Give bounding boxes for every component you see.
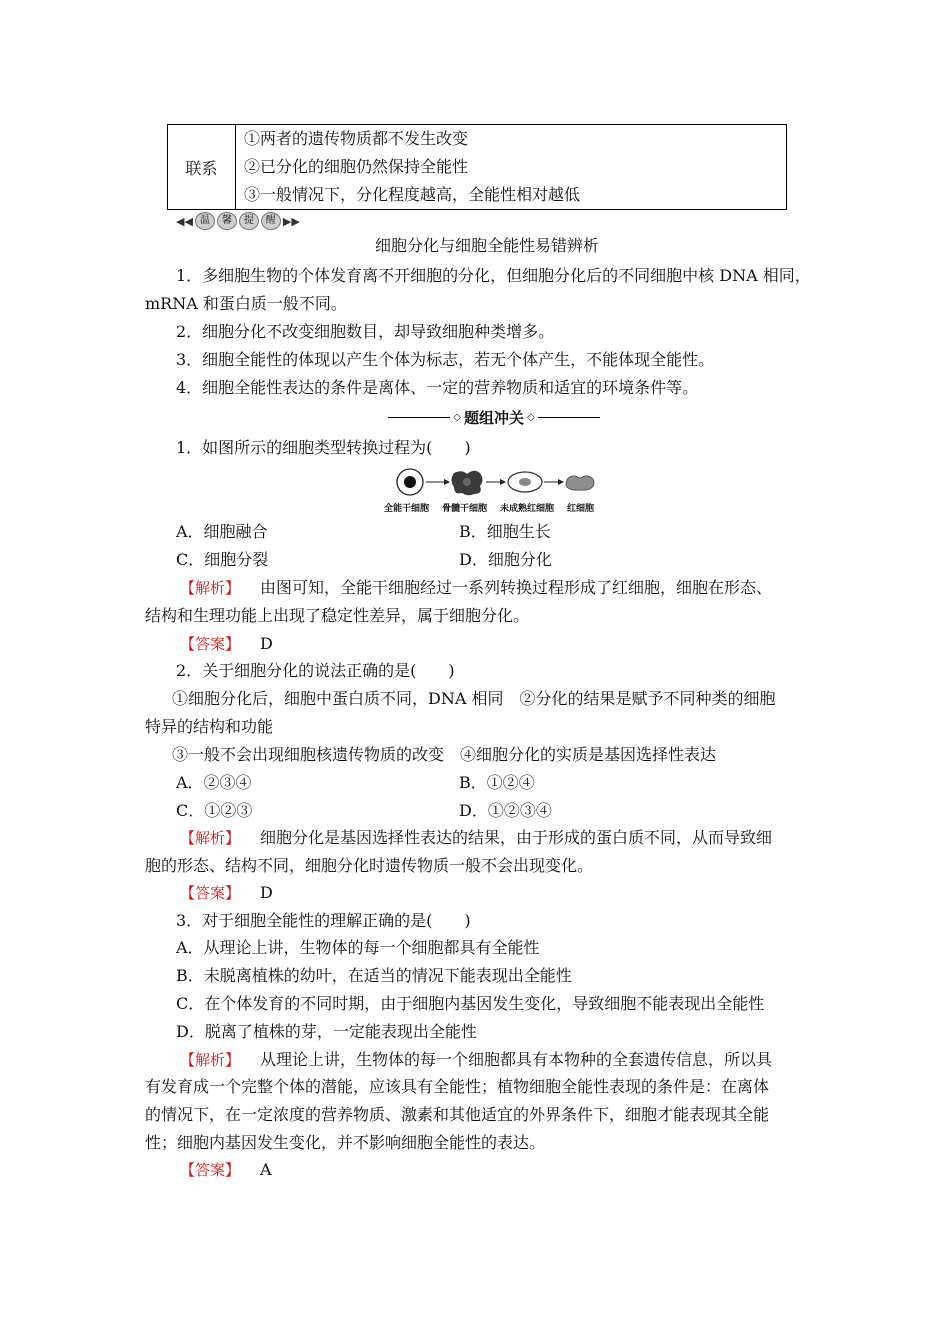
relation-item: ②已分化的细胞仍然保持全能性 [244,157,469,176]
immature-red-blood-cell-icon [508,472,542,492]
option-d: D．细胞分化 [459,550,552,569]
answer [180,1160,272,1180]
arrow-icon [486,479,506,485]
relation-items [236,125,787,210]
figure-label: 全能干细胞 [384,504,430,514]
arrow-icon [426,479,450,485]
statement: ③一般不会出现细胞核遗传物质的改变 ④细胞分化的实质是基因选择性表达 [172,745,717,764]
explanation-text: 性；细胞内基因发生变化，并不影响细胞全能性的表达。 [145,1133,546,1152]
explanation [180,578,772,598]
explanation [180,828,772,848]
tip-banner-char: 醒 [261,212,281,230]
option-a: A．②③④ [176,773,252,792]
tip-point: 2．细胞分化不改变细胞数目，却导致细胞种类增多。 [176,322,555,341]
relation-table [167,124,787,210]
relation-label: 联系 [168,125,236,210]
divider-rule [538,417,600,418]
option-c: C．①②③ [176,801,253,820]
question-stem: 1．如图所示的细胞类型转换过程为( ) [176,438,471,457]
divider-rule [388,417,450,418]
section-title: 题组冲关 [464,408,525,427]
section-divider [388,407,600,427]
tip-banner-char: 馨 [217,212,237,230]
explanation-text: 胞的形态、结构不同，细胞分化时遗传物质一般不会出现变化。 [145,856,594,875]
answer [180,883,273,903]
option-b: B．细胞生长 [459,522,551,541]
figure-label: 红细胞 [567,504,595,514]
option-c: C．在个体发育的不同时期，由于细胞内基因发生变化，导致细胞不能表现出全能性 [176,994,765,1013]
cell-figure-drawing [384,467,604,501]
answer-value: A [260,1160,272,1179]
bone-marrow-stem-cell-icon [452,471,483,496]
explanation-text: 由图可知，全能干细胞经过一系列转换过程形成了红细胞，细胞在形态、 [260,578,773,597]
answer [180,634,273,654]
relation-item: ③一般情况下，分化程度越高，全能性相对越低 [244,185,581,204]
totipotent-stem-cell-icon [397,469,423,495]
tip-point: 4．细胞全能性表达的条件是离体、一定的营养物质和适宜的环境条件等。 [176,378,699,397]
double-chevron-right-icon: ▶▶ [282,214,300,228]
cell-conversion-figure [384,467,604,515]
option-d: D．脱离了植株的芽，一定能表现出全能性 [176,1022,477,1041]
double-chevron-left-icon: ◀◀ [176,214,193,228]
diamond-icon: ◇ [527,411,535,423]
red-blood-cell-icon [566,476,594,490]
tip-point: 3．细胞全能性的体现以产生个体为标志，若无个体产生，不能体现全能性。 [176,350,715,369]
figure-label: 骨髓干细胞 [442,504,488,514]
statement: 特异的结构和功能 [145,717,274,736]
explanation-text: 的情况下，在一定浓度的营养物质、激素和其他适宜的外界条件下，细胞才能表现其全能 [145,1105,770,1124]
tip-banner [176,212,300,230]
option-a: A．从理论上讲，生物体的每一个细胞都具有全能性 [176,938,540,957]
option-d: D．①②③④ [459,801,552,820]
answer-tag: 【答案】 [180,635,241,653]
explanation-text: 细胞分化是基因选择性表达的结果，由于形成的蛋白质不同，从而导致细 [260,828,773,847]
tip-banner-char: 温 [195,212,215,230]
option-b: B．①②④ [459,773,535,792]
explanation-text: 有发育成一个完整个体的潜能，应该具有全能性；植物细胞全能性表现的条件是：在离体 [145,1077,770,1096]
explanation-text: 从理论上讲，生物体的每一个细胞都具有本物种的全套遗传信息，所以具 [260,1050,773,1069]
answer-value: D [260,634,273,653]
explanation-tag: 【解析】 [180,829,241,847]
arrow-icon [544,479,564,485]
answer-value: D [260,883,273,902]
statement: ①细胞分化后，细胞中蛋白质不同，DNA 相同 ②分化的结果是赋予不同种类的细胞 [172,689,776,708]
tip-point: 1．多细胞生物的个体发育离不开细胞的分化，但细胞分化后的不同细胞中核 DNA 相同， [176,266,811,285]
option-b: B．未脱离植株的幼叶，在适当的情况下能表现出全能性 [176,966,572,985]
option-c: C．细胞分裂 [176,550,269,569]
figure-label: 未成熟红细胞 [500,504,555,514]
explanation-text: 结构和生理功能上出现了稳定性差异，属于细胞分化。 [145,606,530,625]
tip-banner-char: 提 [239,212,259,230]
answer-tag: 【答案】 [180,884,241,902]
tip-point: mRNA 和蛋白质一般不同。 [145,294,347,313]
answer-tag: 【答案】 [180,1161,241,1179]
relation-item: ①两者的遗传物质都不发生改变 [244,129,469,148]
explanation-tag: 【解析】 [180,579,241,597]
question-stem: 2．关于细胞分化的说法正确的是( ) [176,661,455,680]
question-stem: 3．对于细胞全能性的理解正确的是( ) [176,911,471,930]
diamond-icon: ◇ [453,411,461,423]
explanation-tag: 【解析】 [180,1051,241,1069]
explanation [180,1050,772,1070]
option-a: A．细胞融合 [176,522,268,541]
tip-title: 细胞分化与细胞全能性易错辨析 [375,236,600,255]
